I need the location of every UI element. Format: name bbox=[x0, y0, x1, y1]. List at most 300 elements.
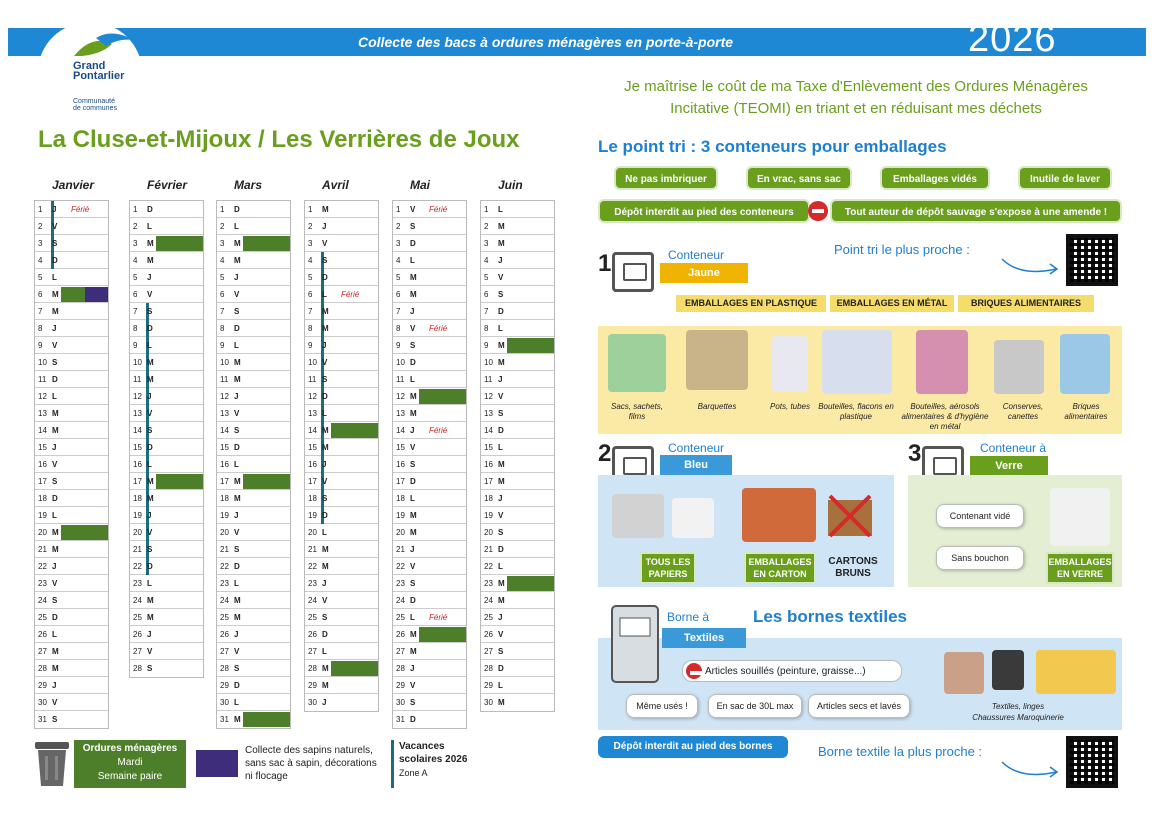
day-cell bbox=[217, 252, 290, 269]
day-letter: M bbox=[147, 596, 154, 605]
day-cell bbox=[217, 677, 290, 694]
day-number: 8 bbox=[133, 324, 138, 333]
day-number: 24 bbox=[38, 596, 47, 605]
day-letter: D bbox=[52, 613, 58, 622]
qr-label-tri: Point tri le plus proche : bbox=[834, 242, 970, 257]
day-cell bbox=[305, 252, 378, 269]
day-cell bbox=[217, 218, 290, 235]
caption-conserves: Conserves, canettes bbox=[1002, 402, 1044, 421]
day-letter: M bbox=[322, 324, 329, 333]
day-number: 7 bbox=[484, 307, 489, 316]
day-cell bbox=[305, 558, 378, 575]
day-number: 13 bbox=[133, 409, 142, 418]
day-number: 19 bbox=[308, 511, 317, 520]
day-letter: S bbox=[234, 307, 240, 316]
day-number: 26 bbox=[220, 630, 229, 639]
day-cell bbox=[393, 371, 466, 388]
day-number: 17 bbox=[396, 477, 405, 486]
day-number: 26 bbox=[396, 630, 405, 639]
day-number: 16 bbox=[133, 460, 142, 469]
day-cell bbox=[217, 473, 290, 490]
textile-caption-2: Chaussures Maroquinerie bbox=[972, 713, 1064, 722]
tag-metal: EMBALLAGES EN MÉTAL bbox=[830, 295, 954, 312]
day-cell bbox=[481, 507, 554, 524]
day-number: 7 bbox=[220, 307, 225, 316]
day-letter: V bbox=[52, 460, 58, 469]
day-letter: M bbox=[52, 647, 59, 656]
day-number: 23 bbox=[133, 579, 142, 588]
day-letter: V bbox=[234, 647, 240, 656]
month-column bbox=[304, 200, 379, 712]
day-number: 20 bbox=[396, 528, 405, 537]
logo-mark-icon bbox=[72, 30, 136, 62]
bottle-item-icon bbox=[822, 330, 892, 394]
day-cell bbox=[481, 286, 554, 303]
day-number: 15 bbox=[396, 443, 405, 452]
forbidden-icon-textile-front bbox=[686, 663, 702, 679]
day-cell bbox=[35, 422, 108, 439]
day-number: 12 bbox=[133, 392, 142, 401]
day-cell bbox=[130, 371, 203, 388]
day-letter: J bbox=[147, 630, 152, 639]
day-cell bbox=[130, 269, 203, 286]
bag-item-icon bbox=[608, 334, 666, 392]
day-letter: L bbox=[322, 290, 327, 299]
day-number: 29 bbox=[396, 681, 405, 690]
day-letter: M bbox=[234, 256, 241, 265]
day-number: 13 bbox=[308, 409, 317, 418]
tri-title: Le point tri : 3 conteneurs pour emballages bbox=[598, 137, 947, 156]
day-number: 15 bbox=[308, 443, 317, 452]
box-meme-uses: Même usés ! bbox=[626, 694, 698, 718]
day-cell bbox=[393, 626, 466, 643]
day-cell bbox=[130, 456, 203, 473]
day-number: 20 bbox=[220, 528, 229, 537]
ferie-label: Férié bbox=[429, 205, 448, 214]
day-cell bbox=[35, 388, 108, 405]
collection-marker bbox=[507, 576, 554, 591]
day-cell bbox=[481, 337, 554, 354]
day-letter: J bbox=[498, 494, 503, 503]
day-cell bbox=[393, 286, 466, 303]
day-letter: M bbox=[52, 307, 59, 316]
day-number: 24 bbox=[396, 596, 405, 605]
pill-emballages-vides: Emballages vidés bbox=[880, 166, 990, 190]
day-number: 26 bbox=[133, 630, 142, 639]
day-letter: L bbox=[498, 205, 503, 214]
day-number: 27 bbox=[484, 647, 493, 656]
day-cell bbox=[481, 524, 554, 541]
day-letter: S bbox=[234, 545, 240, 554]
day-cell bbox=[305, 524, 378, 541]
day-cell bbox=[393, 660, 466, 677]
day-cell bbox=[481, 660, 554, 677]
day-number: 21 bbox=[220, 545, 229, 554]
day-cell bbox=[305, 371, 378, 388]
box-sans-bouchon: Sans bouchon bbox=[936, 546, 1024, 570]
day-number: 22 bbox=[308, 562, 317, 571]
day-number: 10 bbox=[484, 358, 493, 367]
day-number: 15 bbox=[38, 443, 47, 452]
day-letter: S bbox=[410, 698, 416, 707]
month-name: Juin bbox=[498, 178, 523, 192]
day-number: 31 bbox=[396, 715, 405, 724]
day-number: 9 bbox=[38, 341, 43, 350]
day-number: 26 bbox=[308, 630, 317, 639]
day-letter: D bbox=[52, 494, 58, 503]
day-cell bbox=[305, 405, 378, 422]
day-cell bbox=[305, 660, 378, 677]
day-number: 12 bbox=[396, 392, 405, 401]
collection-marker bbox=[61, 287, 85, 302]
day-number: 18 bbox=[220, 494, 229, 503]
day-letter: M bbox=[410, 647, 417, 656]
day-letter: D bbox=[410, 477, 416, 486]
day-number: 14 bbox=[484, 426, 493, 435]
collection-marker bbox=[243, 236, 290, 251]
collection-marker bbox=[419, 389, 466, 404]
day-cell bbox=[35, 456, 108, 473]
day-letter: M bbox=[498, 341, 505, 350]
day-cell bbox=[217, 575, 290, 592]
day-cell bbox=[217, 405, 290, 422]
aerosol-item-icon bbox=[916, 330, 968, 394]
day-letter: M bbox=[234, 596, 241, 605]
day-letter: S bbox=[410, 341, 416, 350]
day-cell bbox=[35, 405, 108, 422]
day-number: 21 bbox=[38, 545, 47, 554]
day-letter: V bbox=[410, 205, 416, 214]
day-cell bbox=[217, 303, 290, 320]
day-letter: J bbox=[498, 256, 503, 265]
day-number: 8 bbox=[396, 324, 401, 333]
day-cell bbox=[35, 286, 108, 303]
day-number: 20 bbox=[133, 528, 142, 537]
day-cell bbox=[130, 354, 203, 371]
day-letter: J bbox=[234, 392, 239, 401]
day-letter: S bbox=[52, 358, 58, 367]
day-letter: S bbox=[498, 290, 504, 299]
day-cell bbox=[481, 320, 554, 337]
day-cell bbox=[393, 354, 466, 371]
day-number: 10 bbox=[133, 358, 142, 367]
day-number: 9 bbox=[396, 341, 401, 350]
day-letter: D bbox=[234, 324, 240, 333]
day-cell bbox=[481, 201, 554, 218]
day-number: 11 bbox=[38, 375, 47, 384]
day-cell bbox=[130, 218, 203, 235]
day-number: 11 bbox=[308, 375, 317, 384]
day-cell bbox=[481, 694, 554, 711]
day-number: 3 bbox=[308, 239, 313, 248]
tag-plastique: EMBALLAGES EN PLASTIQUE bbox=[676, 295, 826, 312]
collection-marker bbox=[331, 423, 378, 438]
day-letter: L bbox=[234, 341, 239, 350]
day-cell bbox=[393, 711, 466, 728]
day-cell bbox=[217, 422, 290, 439]
caption-aerosols: Bouteilles, aérosols alimentaires & d'hygiène en métal bbox=[901, 402, 989, 431]
day-cell bbox=[393, 269, 466, 286]
day-number: 4 bbox=[396, 256, 401, 265]
day-cell bbox=[481, 541, 554, 558]
day-letter: D bbox=[147, 562, 153, 571]
day-number: 21 bbox=[396, 545, 405, 554]
day-letter: S bbox=[52, 239, 58, 248]
day-cell bbox=[305, 303, 378, 320]
day-letter: M bbox=[52, 426, 59, 435]
day-letter: S bbox=[410, 579, 416, 588]
day-cell bbox=[35, 609, 108, 626]
day-number: 1 bbox=[396, 205, 401, 214]
day-letter: V bbox=[322, 477, 328, 486]
day-cell bbox=[35, 490, 108, 507]
day-number: 20 bbox=[484, 528, 493, 537]
day-letter: M bbox=[498, 460, 505, 469]
box-sac-30l: En sac de 30L max bbox=[708, 694, 802, 718]
day-letter: J bbox=[52, 681, 57, 690]
day-letter: D bbox=[498, 307, 504, 316]
day-cell bbox=[35, 218, 108, 235]
day-cell bbox=[217, 507, 290, 524]
day-letter: M bbox=[322, 426, 329, 435]
day-cell bbox=[393, 422, 466, 439]
day-cell bbox=[35, 337, 108, 354]
day-number: 23 bbox=[38, 579, 47, 588]
day-letter: L bbox=[410, 494, 415, 503]
day-letter: V bbox=[147, 647, 153, 656]
day-cell bbox=[393, 558, 466, 575]
tray-item-icon bbox=[686, 330, 748, 390]
day-cell bbox=[217, 541, 290, 558]
day-letter: L bbox=[498, 562, 503, 571]
day-number: 5 bbox=[308, 273, 313, 282]
carton-brick-item-icon bbox=[1060, 334, 1110, 394]
day-cell bbox=[130, 524, 203, 541]
day-cell bbox=[305, 320, 378, 337]
day-letter: M bbox=[234, 613, 241, 622]
day-cell bbox=[35, 677, 108, 694]
day-letter: J bbox=[147, 511, 152, 520]
day-cell bbox=[393, 337, 466, 354]
day-letter: D bbox=[322, 392, 328, 401]
day-letter: J bbox=[322, 341, 327, 350]
day-number: 6 bbox=[133, 290, 138, 299]
day-letter: M bbox=[498, 579, 505, 588]
day-cell bbox=[217, 388, 290, 405]
day-cell bbox=[481, 269, 554, 286]
month-column bbox=[34, 200, 109, 729]
day-cell bbox=[481, 490, 554, 507]
day-cell bbox=[217, 694, 290, 711]
day-letter: D bbox=[498, 664, 504, 673]
day-number: 23 bbox=[396, 579, 405, 588]
day-number: 25 bbox=[484, 613, 493, 622]
day-number: 11 bbox=[133, 375, 142, 384]
day-number: 29 bbox=[220, 681, 229, 690]
day-number: 11 bbox=[220, 375, 229, 384]
day-letter: M bbox=[410, 630, 417, 639]
day-cell bbox=[217, 490, 290, 507]
day-letter: M bbox=[322, 307, 329, 316]
legend-om: Ordures ménagères Mardi Semaine paire bbox=[74, 740, 186, 788]
badge-carton: EMBALLAGES EN CARTON bbox=[744, 552, 816, 584]
day-letter: L bbox=[498, 681, 503, 690]
day-cell bbox=[217, 201, 290, 218]
day-cell bbox=[35, 235, 108, 252]
day-letter: M bbox=[498, 596, 505, 605]
day-letter: J bbox=[234, 511, 239, 520]
day-number: 18 bbox=[484, 494, 493, 503]
day-letter: J bbox=[52, 562, 57, 571]
qr-code-textile[interactable] bbox=[1066, 736, 1118, 788]
month-name: Janvier bbox=[52, 178, 95, 192]
day-letter: V bbox=[52, 698, 58, 707]
pot-item-icon bbox=[772, 336, 808, 392]
day-letter: J bbox=[410, 664, 415, 673]
day-letter: S bbox=[234, 664, 240, 673]
day-cell bbox=[305, 337, 378, 354]
day-number: 24 bbox=[133, 596, 142, 605]
day-number: 28 bbox=[484, 664, 493, 673]
day-letter: S bbox=[410, 222, 416, 231]
day-number: 4 bbox=[38, 256, 43, 265]
day-number: 7 bbox=[38, 307, 43, 316]
collection-marker bbox=[243, 712, 290, 727]
arrow-icon-textile bbox=[1000, 758, 1060, 780]
day-letter: M bbox=[52, 528, 59, 537]
month-name: Mai bbox=[410, 178, 431, 192]
day-cell bbox=[393, 609, 466, 626]
day-letter: D bbox=[322, 273, 328, 282]
day-cell bbox=[305, 422, 378, 439]
day-letter: M bbox=[322, 205, 329, 214]
day-number: 5 bbox=[484, 273, 489, 282]
container-1-label: Conteneur bbox=[668, 248, 725, 262]
day-cell bbox=[393, 405, 466, 422]
day-number: 14 bbox=[308, 426, 317, 435]
day-cell bbox=[130, 660, 203, 677]
day-number: 3 bbox=[38, 239, 43, 248]
day-cell bbox=[130, 337, 203, 354]
day-letter: M bbox=[147, 494, 154, 503]
day-cell bbox=[305, 575, 378, 592]
day-cell bbox=[217, 269, 290, 286]
day-number: 19 bbox=[484, 511, 493, 520]
day-letter: L bbox=[498, 324, 503, 333]
day-cell bbox=[130, 235, 203, 252]
day-cell bbox=[393, 507, 466, 524]
day-cell bbox=[481, 405, 554, 422]
no-brown-carton-icon bbox=[826, 492, 874, 538]
day-number: 17 bbox=[38, 477, 47, 486]
day-cell bbox=[130, 592, 203, 609]
day-number: 29 bbox=[38, 681, 47, 690]
day-cell bbox=[217, 354, 290, 371]
day-number: 10 bbox=[308, 358, 317, 367]
day-cell bbox=[217, 643, 290, 660]
legend-vacation-bar bbox=[391, 740, 394, 788]
day-cell bbox=[130, 643, 203, 660]
day-cell bbox=[305, 592, 378, 609]
day-number: 5 bbox=[396, 273, 401, 282]
day-cell bbox=[217, 286, 290, 303]
day-cell bbox=[393, 677, 466, 694]
day-cell bbox=[217, 558, 290, 575]
day-number: 8 bbox=[220, 324, 225, 333]
day-number: 31 bbox=[220, 715, 229, 724]
sapin-collection-marker bbox=[85, 287, 108, 302]
day-number: 22 bbox=[484, 562, 493, 571]
day-letter: L bbox=[410, 613, 415, 622]
day-letter: M bbox=[410, 290, 417, 299]
day-number: 5 bbox=[133, 273, 138, 282]
day-number: 19 bbox=[38, 511, 47, 520]
day-number: 1 bbox=[133, 205, 138, 214]
day-cell bbox=[481, 303, 554, 320]
day-cell bbox=[35, 303, 108, 320]
day-letter: S bbox=[147, 664, 153, 673]
day-number: 9 bbox=[484, 341, 489, 350]
day-cell bbox=[481, 677, 554, 694]
day-number: 15 bbox=[220, 443, 229, 452]
qr-code-tri[interactable] bbox=[1066, 234, 1118, 286]
day-number: 6 bbox=[220, 290, 225, 299]
day-letter: V bbox=[147, 290, 153, 299]
collection-marker bbox=[419, 627, 466, 642]
caption-pots: Pots, tubes bbox=[769, 402, 811, 411]
day-cell bbox=[130, 201, 203, 218]
day-letter: S bbox=[147, 307, 153, 316]
day-cell bbox=[481, 473, 554, 490]
day-number: 10 bbox=[220, 358, 229, 367]
day-number: 28 bbox=[133, 664, 142, 673]
day-cell bbox=[305, 439, 378, 456]
day-number: 13 bbox=[38, 409, 47, 418]
yellow-bin-icon bbox=[612, 252, 654, 292]
day-letter: S bbox=[52, 596, 58, 605]
amende-pill: Tout auteur de dépôt sauvage s'expose à une amende ! bbox=[830, 199, 1122, 223]
day-number: 2 bbox=[484, 222, 489, 231]
day-number: 31 bbox=[38, 715, 47, 724]
day-number: 21 bbox=[308, 545, 317, 554]
day-number: 26 bbox=[38, 630, 47, 639]
day-cell bbox=[35, 354, 108, 371]
day-cell bbox=[130, 388, 203, 405]
day-letter: D bbox=[322, 630, 328, 639]
container-1-color: Jaune bbox=[660, 263, 748, 283]
day-cell bbox=[217, 439, 290, 456]
day-cell bbox=[35, 575, 108, 592]
day-number: 6 bbox=[484, 290, 489, 299]
day-cell bbox=[35, 371, 108, 388]
day-number: 1 bbox=[308, 205, 313, 214]
day-cell bbox=[305, 388, 378, 405]
headline: Je maîtrise le coût de ma Taxe d'Enlèvement des Ordures Ménagères Incitative (TEOMI) en triant et en réduisant mes déchets bbox=[624, 78, 1088, 117]
day-letter: S bbox=[52, 715, 58, 724]
day-letter: M bbox=[322, 681, 329, 690]
collection-marker bbox=[243, 474, 290, 489]
day-cell bbox=[217, 320, 290, 337]
caption-barquettes: Barquettes bbox=[697, 402, 737, 411]
day-cell bbox=[481, 439, 554, 456]
day-cell bbox=[217, 592, 290, 609]
day-letter: M bbox=[52, 290, 59, 299]
day-letter: M bbox=[147, 613, 154, 622]
day-cell bbox=[35, 558, 108, 575]
day-number: 25 bbox=[220, 613, 229, 622]
day-number: 30 bbox=[396, 698, 405, 707]
day-letter: S bbox=[147, 426, 153, 435]
